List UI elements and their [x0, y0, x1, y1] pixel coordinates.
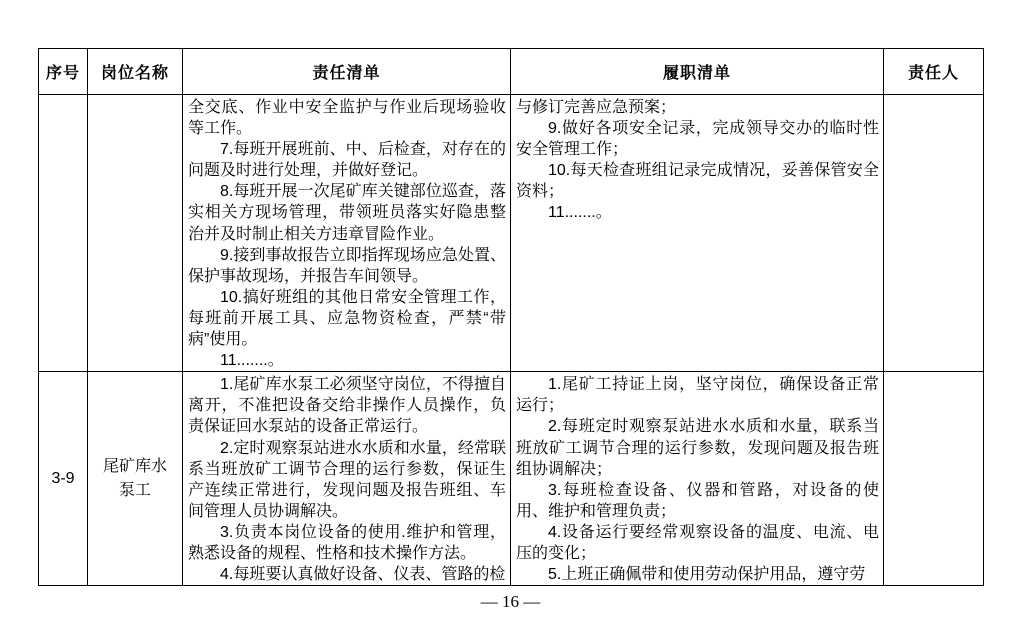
column-header-person: 责任人	[884, 49, 984, 95]
list-paragraph: 10.每天检查班组记录完成情况，妥善保管安全资料；	[516, 162, 879, 201]
list-paragraph: 5.上班正确佩带和使用劳动保护用品，遵守劳	[548, 566, 866, 584]
list-paragraph: 8.每班开展一次尾矿库关键部位巡查，落实相关方现场管理，带领班员落实好隐患整治并及时制止相关方违章冒险作业。	[188, 183, 506, 243]
list-paragraph: 10.搞好班组的其他日常安全管理工作，每班前开展工具、应急物资检查，严禁“带病”使用。	[188, 288, 506, 349]
list-paragraph: 9.做好各项安全记录，完成领导交办的临时性安全管理工作；	[516, 120, 879, 159]
list-paragraph: 2.每班定时观察泵站进水水质和水量，联系当班放矿工调节合理的运行参数，发现问题及报告班组协调解决；	[516, 418, 879, 478]
cell-seq: 3-9	[39, 372, 88, 586]
column-header-seq: 序号	[39, 49, 88, 95]
cell-responsibility	[183, 372, 511, 586]
column-header-position: 岗位名称	[88, 49, 183, 95]
list-paragraph: 3.负责本岗位设备的使用.维护和管理，熟悉设备的规程、性格和技术操作方法。	[188, 523, 506, 562]
cell-person	[884, 372, 984, 586]
cell-duty	[511, 372, 884, 586]
cell-position	[88, 95, 183, 372]
list-paragraph: 7.每班开展班前、中、后检查，对存在的问题及时进行处理，并做好登记。	[188, 141, 506, 180]
cell-duty	[511, 95, 884, 372]
list-paragraph: 与修订完善应急预案；	[516, 99, 677, 116]
list-paragraph: 11.......。	[220, 352, 284, 370]
page-number: — 16 —	[480, 592, 541, 611]
cell-person	[884, 95, 984, 372]
list-paragraph: 3.每班检查设备、仪器和管路，对设备的使用、维护和管理负责；	[516, 481, 879, 520]
list-paragraph: 9.接到事故报告立即指挥现场应急处置、保护事故现场，并报告车间领导。	[188, 246, 506, 285]
responsibility-table	[38, 48, 984, 586]
column-header-responsibility: 责任清单	[183, 49, 511, 95]
list-paragraph: 1.尾矿库水泵工必须坚守岗位，不得擅自离开，不准把设备交给非操作人员操作，负责保证回水泵站的设备正常运行。	[188, 376, 506, 436]
column-header-duty: 履职清单	[511, 49, 884, 95]
table-row	[39, 372, 984, 586]
table-header-row	[39, 49, 984, 95]
list-paragraph: 全交底、作业中安全监护与作业后现场验收等工作。	[188, 99, 506, 138]
list-paragraph: 2.定时观察泵站进水水质和水量，经常联系当班放矿工调节合理的运行参数，保证生产连续正常进行，发现问题及报告班组、车间管理人员协调解决。	[188, 439, 506, 520]
list-paragraph: 11.......。	[548, 204, 612, 222]
cell-responsibility	[183, 95, 511, 372]
list-paragraph: 1.尾矿工持证上岗，坚守岗位，确保设备正常运行；	[516, 376, 879, 415]
table-row	[39, 95, 984, 372]
list-paragraph: 4.每班要认真做好设备、仪表、管路的检	[220, 566, 506, 584]
list-paragraph: 4.设备运行要经常观察设备的温度、电流、电压的变化；	[516, 523, 879, 562]
cell-position: 尾矿库水泵工	[88, 372, 183, 586]
cell-seq	[39, 95, 88, 372]
